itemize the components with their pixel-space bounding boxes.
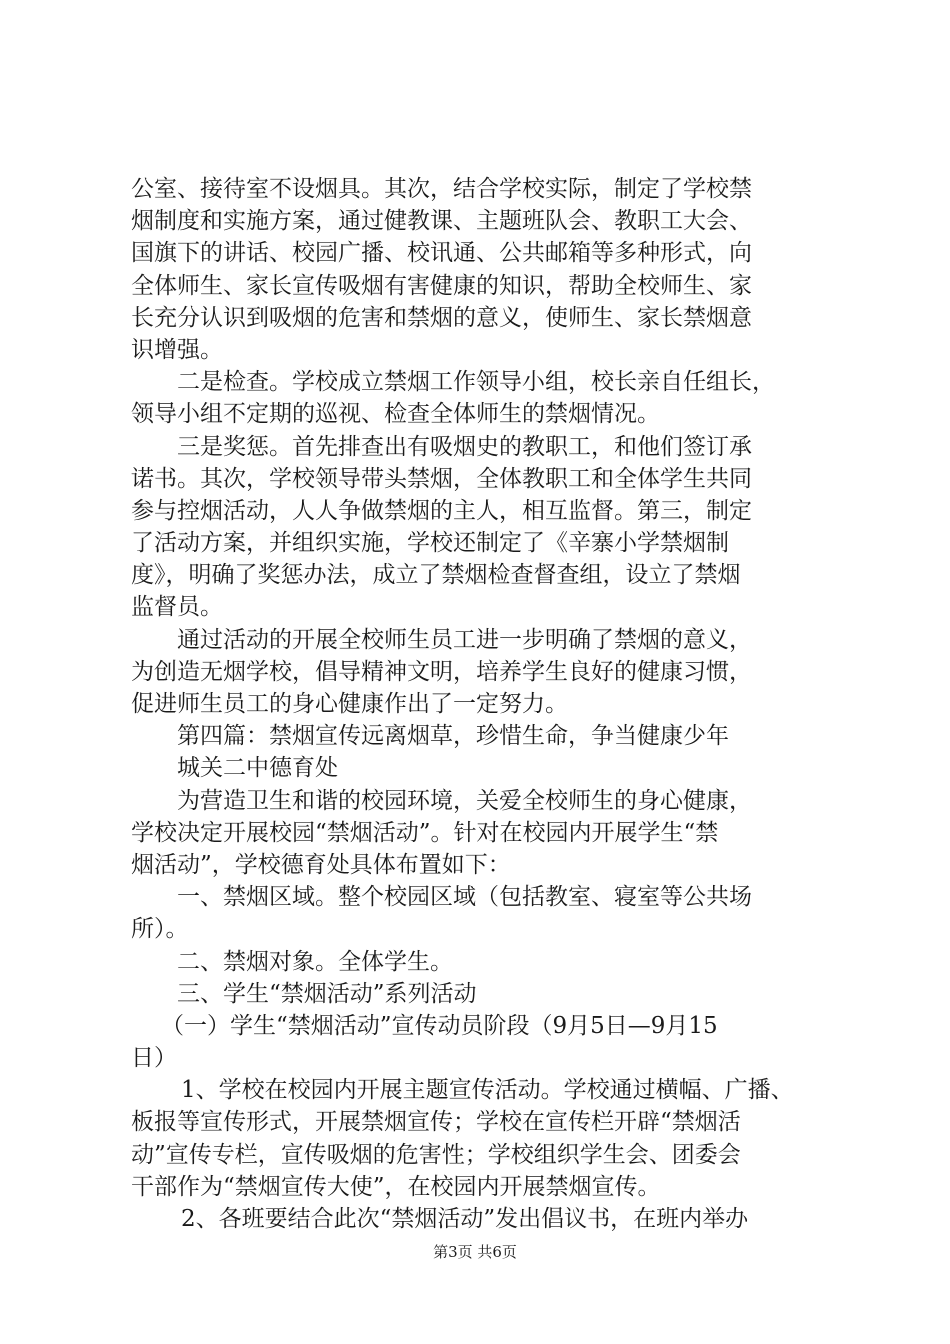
text-line: 为创造无烟学校，倡导精神文明，培养学生良好的健康习惯， xyxy=(131,658,752,685)
text-line: 了活动方案，并组织实施，学校还制定了《辛寨小学禁烟制 xyxy=(131,530,729,557)
text-line: 长充分认识到吸烟的危害和禁烟的意义，使师生、家长禁烟意 xyxy=(131,304,752,331)
section-heading: 第四篇：禁烟宣传远离烟草，珍惜生命，争当健康少年 xyxy=(177,723,729,750)
text-line: 识增强。 xyxy=(131,336,223,363)
document-body xyxy=(131,173,851,1235)
text-line: 烟制度和实施方案，通过健教课、主题班队会、教职工大会、 xyxy=(131,208,752,235)
text-line: 所）。 xyxy=(131,916,189,943)
text-line: 板报等宣传形式，开展禁烟宣传；学校在宣传栏开辟“禁烟活 xyxy=(131,1109,741,1136)
text-line: 三、学生“禁烟活动”系列活动 xyxy=(177,980,477,1007)
text-line: 参与控烟活动，人人争做禁烟的主人，相互监督。第三，制定 xyxy=(131,497,752,524)
text-line: 为营造卫生和谐的校园环境，关爱全校师生的身心健康， xyxy=(177,787,752,814)
text-line: 领导小组不定期的巡视、检查全体师生的禁烟情况。 xyxy=(131,401,660,428)
text-line: 二是检查。学校成立禁烟工作领导小组，校长亲自任组长， xyxy=(177,369,775,396)
text-line: 诺书。其次，学校领导带头禁烟，全体教职工和全体学生共同 xyxy=(131,465,752,492)
text-line: 干部作为“禁烟宣传大使”，在校园内开展禁烟宣传。 xyxy=(131,1173,661,1200)
text-line: 2、各班要结合此次“禁烟活动”发出倡议书，在班内举办 xyxy=(181,1206,749,1232)
text-line: 学校决定开展校园“禁烟活动”。针对在校园内开展学生“禁 xyxy=(131,819,719,846)
author-line: 城关二中德育处 xyxy=(177,755,338,782)
text-line: （一）学生“禁烟活动”宣传动员阶段（9月5日—9月15 xyxy=(161,1012,718,1039)
text-line: 公室、接待室不设烟具。其次，结合学校实际，制定了学校禁 xyxy=(131,176,752,202)
text-line: 一、禁烟区域。整个校园区域（包括教室、寝室等公共场 xyxy=(177,884,752,911)
text-line: 日） xyxy=(131,1045,177,1072)
text-line: 度》，明确了奖惩办法，成立了禁烟检查督查组，设立了禁烟 xyxy=(131,562,741,589)
text-line: 动”宣传专栏，宣传吸烟的危害性；学校组织学生会、团委会 xyxy=(131,1141,741,1168)
text-line: 1、学校在校园内开展主题宣传活动。学校通过横幅、广播、 xyxy=(181,1077,794,1104)
text-line: 通过活动的开展全校师生员工进一步明确了禁烟的意义， xyxy=(177,626,752,653)
text-line: 烟活动”，学校德育处具体布置如下： xyxy=(131,851,511,878)
text-line: 三是奖惩。首先排查出有吸烟史的教职工，和他们签订承 xyxy=(177,433,752,460)
text-line: 全体师生、家长宣传吸烟有害健康的知识，帮助全校师生、家 xyxy=(131,272,752,299)
text-line: 国旗下的讲话、校园广播、校讯通、公共邮箱等多种形式，向 xyxy=(131,240,752,267)
text-line: 促进师生员工的身心健康作出了一定努力。 xyxy=(131,691,568,717)
text-line: 二、禁烟对象。全体学生。 xyxy=(177,948,453,975)
text-line: 监督员。 xyxy=(131,594,223,621)
page-footer: 第3页 共6页 xyxy=(433,1243,517,1261)
